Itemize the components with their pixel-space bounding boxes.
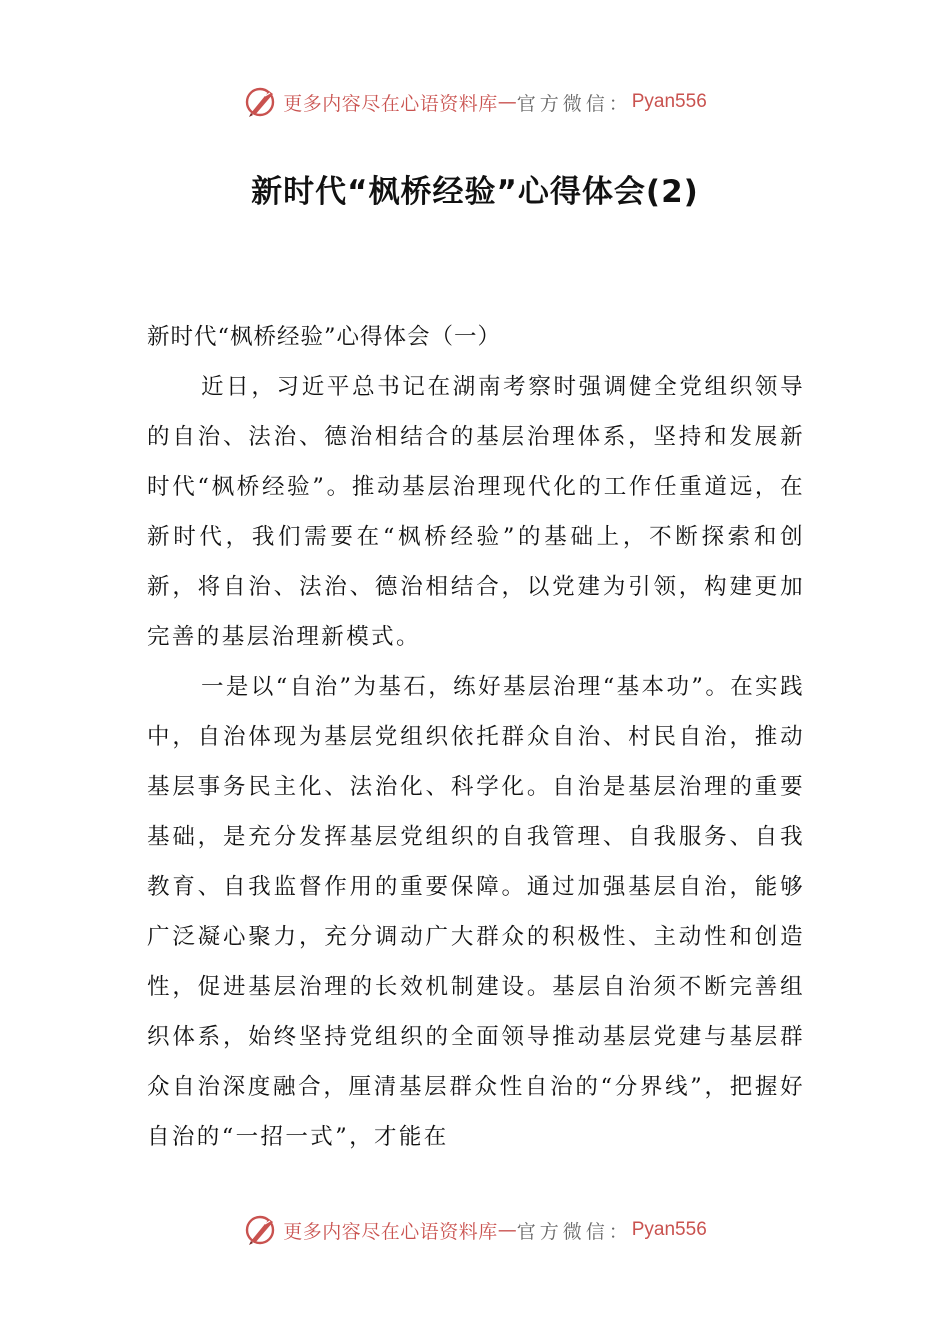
quill-pen-logo-icon [243,1212,279,1248]
header-banner [0,82,950,122]
paragraph-1: 近日，习近平总书记在湖南考察时强调健全党组织领导的自治、法治、德治相结合的基层治理体系，坚持和发展新时代“枫桥经验”。推动基层治理现代化的工作任重道远，在新时代，我们需要在“枫桥经验”的基础上，不断探索和创新，将自治、法治、德治相结合，以党建为引领，构建更加完善的基层治理新模式。 [147,374,805,650]
banner-separator: — [497,1219,517,1241]
banner-wechat-id: Pyan556 [631,1219,707,1240]
banner-wechat-id: Pyan556 [631,91,707,112]
paragraph-2: 一是以“自治”为基石，练好基层治理“基本功”。在实践中，自治体现为基层党组织依托群众自治、村民自治，推动基层事务民主化、法治化、科学化。自治是基层治理的重要基础，是充分发挥基层党组织的自我管理、自我服务、自我教育、自我监督作用的重要保障。通过加强基层自治，能够广泛凝心聚力，充分调动广大群众的积极性、主动性和创造性，促进基层治理的长效机制建设。基层自治须不断完善组织体系，始终坚持党组织的全面领导推动基层党建与基层群众自治深度融合，厘清基层群众性自治的“分界线”，把握好自治的“一招一式”，才能在 [147,674,805,1150]
section-heading: 新时代“枫桥经验”心得体会（一） [147,324,502,350]
banner-wechat-label: 官方微信： [516,1220,632,1243]
banner-main-text: 更多内容尽在心语资料库 [283,1220,498,1243]
document-title: 新时代“枫桥经验”心得体会(2) [251,174,699,210]
footer-banner [0,1210,950,1250]
document-body [147,312,805,1162]
banner-main-text: 更多内容尽在心语资料库 [283,92,498,115]
banner-separator: — [497,91,517,113]
banner-wechat-label: 官方微信： [516,92,632,115]
quill-pen-logo-icon [243,84,279,120]
